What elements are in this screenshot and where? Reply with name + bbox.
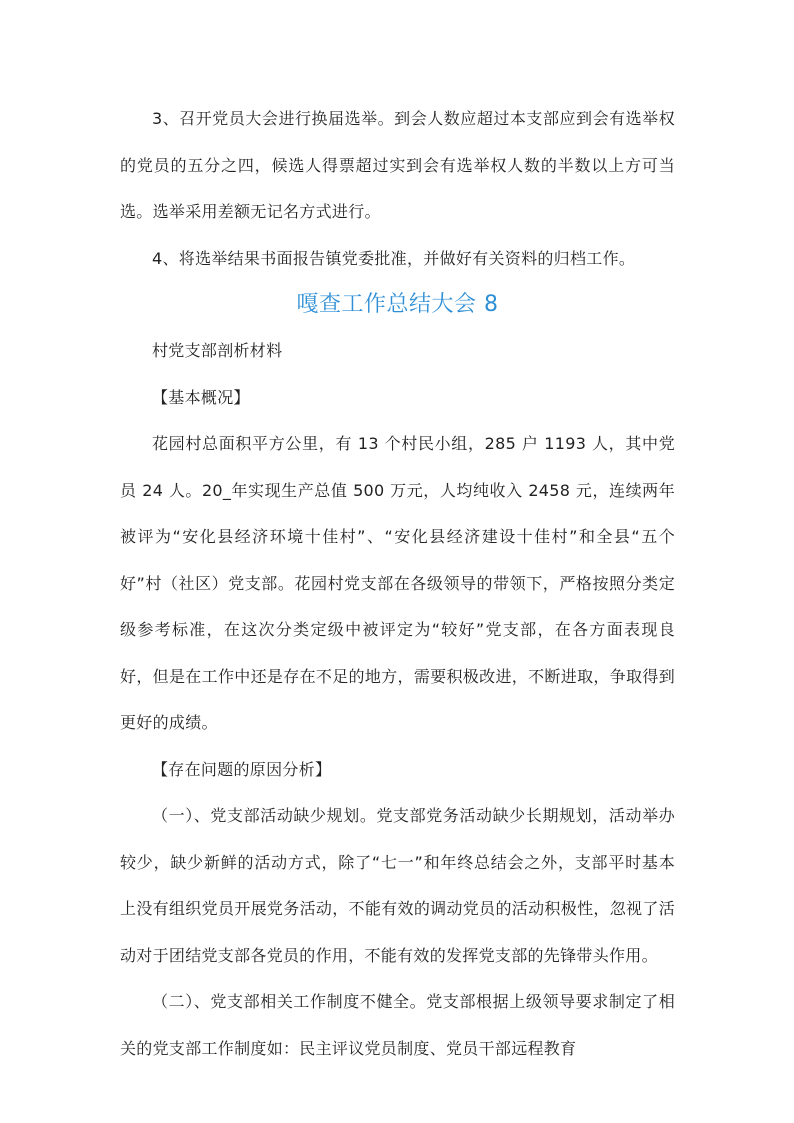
paragraph-basic-situation-label: 【基本概况】 — [152, 387, 250, 407]
paragraph-basic-situation: 花园村总面积平方公里，有 13 个村民小组，285 户 1193 人，其中党员 24 人。20_年实现生产总值 500 万元，人均纯收入 2458 元，连续两年被评为“安化县经济环境十佳村”、“安化县经济建设十佳村”和全县“五个好”村（社区）党支部。花园村党支部在各级领导的带领下，严格按照分类定级参考标准，在这次分类定级中被评定为“较好”党支部，在各方面表现良好，但是在工作中还是存在不足的地方，需要积极改进，不断进取，争取得到更好的成绩。 — [120, 434, 675, 732]
section-heading: 嘎查工作总结大会 8 — [296, 292, 499, 317]
paragraph-material-title: 村党支部剖析材料 — [152, 341, 283, 360]
paragraph-election-rule-3: 3、召开党员大会进行换届选举。到会人数应超过本支部应到会有选举权的党员的五分之四，候选人得票超过实到会有选举权人数的半数以上方可当选。选举采用差额无记名方式进行。 — [120, 109, 675, 221]
paragraph-election-rule-4: 4、将选举结果书面报告镇党委批准，并做好有关资料的归档工作。 — [152, 248, 636, 268]
paragraph-problem-analysis-label: 【存在问题的原因分析】 — [152, 759, 332, 779]
paragraph-problem-2: （二）、党支部相关工作制度不健全。党支部根据上级领导要求制定了相关的党支部工作制度如：民主评议党员制度、党员干部远程教育 — [120, 992, 675, 1058]
paragraph-problem-1: （一）、党支部活动缺少规划。党支部党务活动缺少长期规划，活动举办较少，缺少新鲜的活动方式，除了“七一”和年终总结会之外，支部平时基本上没有组织党员开展党务活动，不能有效的调动党员的活动积极性，忽视了活动对于团结党支部各党员的作用，不能有效的发挥党支部的先锋带头作用。 — [120, 806, 675, 965]
document-page — [120, 96, 675, 1072]
